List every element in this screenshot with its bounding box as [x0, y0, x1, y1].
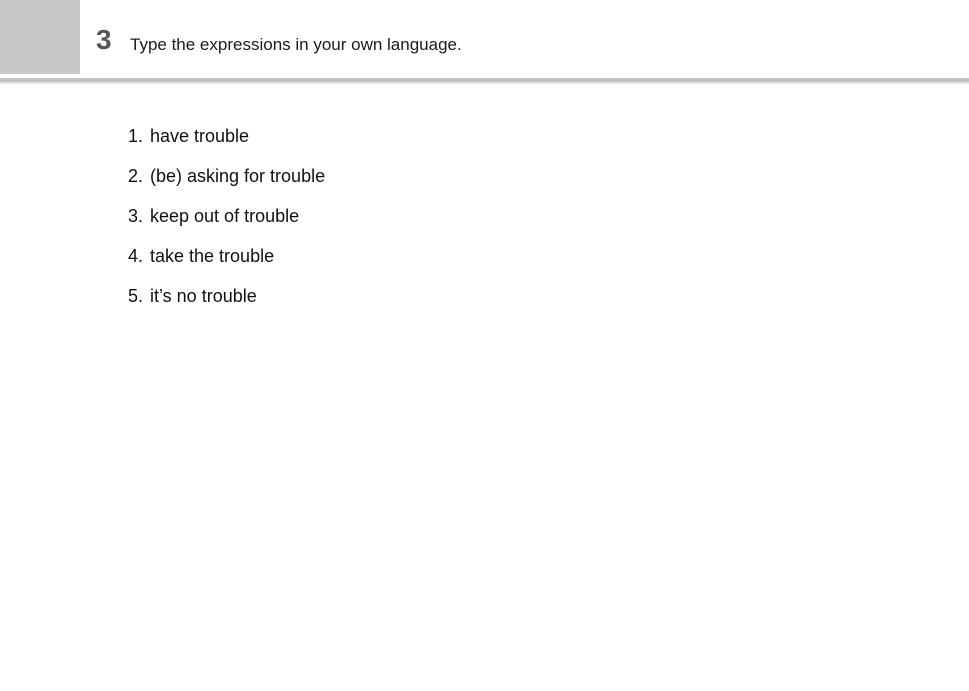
- list-item-text: (be) asking for trouble: [150, 166, 326, 186]
- exercise-instruction: Type the expressions in your own language.: [130, 35, 462, 54]
- list-item-number: 2.: [128, 166, 144, 186]
- list-item-text: it’s no trouble: [150, 286, 257, 306]
- exercise-header: [0, 0, 969, 84]
- list-item-number: 1.: [128, 126, 144, 146]
- list-item-text: have trouble: [150, 126, 250, 146]
- list-item: [128, 242, 325, 282]
- list-item: [128, 202, 325, 242]
- list-item: [128, 122, 325, 162]
- header-grey-block: [0, 0, 80, 74]
- list-item-number: 5.: [128, 286, 144, 306]
- expression-list: [128, 122, 325, 322]
- list-item-text: keep out of trouble: [150, 206, 300, 226]
- list-item-number: 4.: [128, 246, 144, 266]
- list-item-text: take the trouble: [150, 246, 275, 266]
- list-item-number: 3.: [128, 206, 144, 226]
- list-item: [128, 282, 325, 322]
- header-divider-shadow: [0, 82, 969, 85]
- exercise-number: 3: [96, 24, 112, 55]
- list-item: [128, 162, 325, 202]
